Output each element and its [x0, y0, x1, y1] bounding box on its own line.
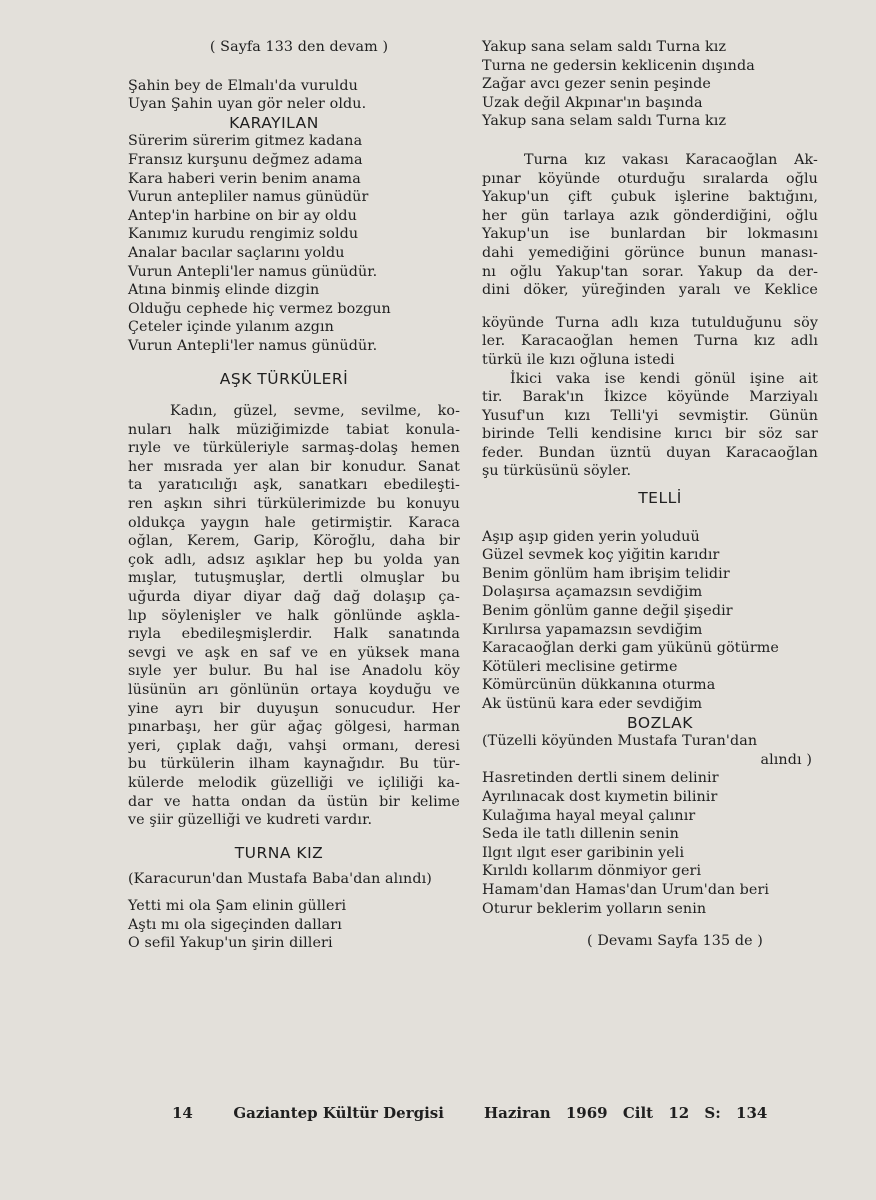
- paragraph-line: Turna kız vakası Karacaoğlan Ak-: [524, 151, 818, 168]
- poem-line: Şahin bey de Elmalı'da vuruldu: [128, 77, 358, 94]
- poem-line: Seda ile tatlı dillenin senin: [482, 826, 679, 843]
- paragraph-line: sevgi ve aşk en saf ve en yüksek mana: [128, 644, 460, 661]
- paragraph-line: dar ve hatta ondan da üstün bir kelime: [128, 793, 460, 810]
- poem-line: Benim gönlüm ganne değil şişedir: [482, 603, 733, 620]
- paragraph-line: dahi yemediğini görünce bunun manası-: [482, 244, 818, 261]
- paragraph-line: nuları halk müziğimizde tabiat konula-: [128, 421, 460, 438]
- issue-info: Haziran 1969 Cilt 12 S: 134: [484, 1104, 768, 1122]
- footer-left: [172, 1104, 444, 1122]
- poem-fragment: [128, 77, 460, 114]
- paragraph-line: rıyla ebedileşmişlerdir. Halk sanatında: [128, 626, 460, 643]
- poem-line: Benim gönlüm ham ibrişim telidir: [482, 565, 730, 582]
- poem-line: Çeteler içinde yılanım azgın: [128, 319, 334, 336]
- paragraph-line: ta yaratıcılığı aşk, sanatkarı ebedileşti-: [128, 477, 460, 494]
- poem-line: Vurun antepliler namus günüdür: [128, 189, 369, 206]
- paragraph-line: köyünde Turna adlı kıza tutulduğunu söy: [482, 314, 818, 331]
- paragraph-line: Yakup'un çift çubuk işlerine baktığını,: [482, 189, 818, 206]
- essay-paragraph: [128, 402, 460, 830]
- poem-bozlak: [482, 769, 818, 918]
- paragraph-line: yeri, çıplak dağı, vahşi ormanı, deresi: [128, 737, 460, 754]
- poem-line: Kırıldı kollarım dönmiyor geri: [482, 863, 702, 880]
- paragraph-line: bu türkülerin ilham kaynağıdır. Bu tür-: [128, 756, 460, 773]
- poem-line: Ayrılınacak dost kıymetin bilinir: [482, 788, 718, 805]
- poem-line: Ilgıt ılgıt eser garibinin yeli: [482, 844, 685, 861]
- left-column: [128, 38, 460, 953]
- paragraph-line: şu türküsünü söyler.: [482, 463, 632, 480]
- paragraph-line: birinde Telli kendisine kırıcı bir söz sar: [482, 426, 818, 443]
- page-number: 14: [172, 1104, 193, 1122]
- poem-turna-kiz: [128, 897, 460, 953]
- poem-line: Uzak değil Akpınar'ın başında: [482, 94, 703, 111]
- poem-line: Atına binmiş elinde dizgin: [128, 282, 320, 299]
- right-column: [482, 38, 818, 951]
- poem-source-continued: alındı ): [760, 751, 812, 768]
- paragraph-line: pınar köyünde oturduğu sıralarda oğlu: [482, 170, 818, 187]
- poem-line: Yakup sana selam saldı Turna kız: [482, 39, 727, 55]
- section-title-telli: TELLİ: [638, 489, 682, 508]
- paragraph-line: oğlan, Kerem, Garip, Köroğlu, daha bir: [128, 533, 460, 550]
- poem-turna-kiz-continued: [482, 38, 818, 131]
- story-paragraph: [482, 314, 818, 370]
- paragraph-line: türkü ile kızı oğluna istedi: [482, 351, 675, 368]
- paragraph-line: Yusuf'un kızı Telli'yi sevmiştir. Günün: [482, 407, 818, 424]
- poem-line: Güzel sevmek koç yiğitin karıdır: [482, 547, 720, 564]
- paragraph-line: feder. Bundan üzntü duyan Karacaoğlan: [482, 444, 818, 461]
- poem-line: Oturur beklerim yolların senin: [482, 900, 707, 917]
- paragraph-line: Kadın, güzel, sevme, sevilme, ko-: [170, 403, 460, 420]
- footer-right: [484, 1104, 767, 1122]
- paragraph-line: pınarbaşı, her gür ağaç gölgesi, harman: [128, 719, 460, 736]
- poem-line: Kulağıma hayal meyal çalınır: [482, 807, 696, 824]
- paragraph-line: sıyle yer bulur. Bu hal ise Anadolu köy: [128, 663, 460, 680]
- poem-line: O sefil Yakup'un şirin dilleri: [128, 935, 333, 952]
- poem-line: Kırılırsa yapamazsın sevdiğim: [482, 621, 703, 638]
- poem-line: Yakup sana selam saldı Turna kız: [482, 113, 727, 130]
- poem-line: Zağar avcı gezer senin peşinde: [482, 76, 711, 93]
- section-title-karayilan: KARAYILAN: [229, 113, 319, 132]
- paragraph-line: oldukça yaygın hale getirmiştir. Karaca: [128, 514, 460, 531]
- section-title-ask-turkuleri: AŞK TÜRKÜLERİ: [219, 369, 349, 388]
- poem-line: Kanımız kurudu rengimiz soldu: [128, 226, 359, 243]
- poem-line: Dolaşırsa açamazsın sevdiğim: [482, 584, 703, 601]
- paragraph-line: Yakup'un ise bunlardan bir lokmasını: [482, 226, 818, 243]
- poem-telli: [482, 528, 818, 714]
- poem-line: Vurun Antepli'ler namus günüdür.: [128, 337, 378, 354]
- poem-line: Hasretinden dertli sinem delinir: [482, 770, 719, 787]
- paragraph-line: ren aşkın sihri türkülerimizde bu konuyu: [128, 496, 460, 513]
- paragraph-line: nı oğlu Yakup'tan sorar. Yakup da der-: [482, 263, 818, 280]
- paragraph-line: külerde melodik güzelliği ve içliliği ka-: [128, 774, 460, 791]
- poem-line: Aşıp aşıp giden yerin yoluduü: [482, 528, 700, 545]
- paragraph-line: mışlar, tutuşmuşlar, dertli olmuşlar bu: [128, 570, 460, 587]
- story-paragraph: [482, 151, 818, 300]
- poem-line: Turna ne gedersin keklicenin dışında: [482, 57, 755, 74]
- poem-source: (Karacurun'dan Mustafa Baba'dan alındı): [128, 871, 432, 888]
- poem-line: Yetti mi ola Şam elinin gülleri: [128, 897, 347, 914]
- poem-line: Fransız kurşunu değmez adama: [128, 151, 363, 168]
- paragraph-line: uğurda diyar diyar dağ dağ dolaşıp ça-: [128, 589, 460, 606]
- paragraph-line: dini döker, yüreğinden yaralı ve Keklice: [482, 282, 818, 299]
- poem-line: Hamam'dan Hamas'dan Urum'dan beri: [482, 881, 770, 898]
- poem-line: Karacaoğlan derki gam yükünü götürme: [482, 640, 779, 657]
- poem-karayilan: [128, 132, 460, 355]
- poem-line: Kötüleri meclisine getirme: [482, 658, 678, 675]
- paragraph-line: her mısrada yer alan bir konudur. Sanat: [128, 458, 460, 475]
- poem-line: Olduğu cephede hiç vermez bozgun: [128, 300, 391, 317]
- paragraph-line: İkici vaka ise kendi gönül işine ait: [510, 370, 818, 387]
- poem-line: Ak üstünü kara eder sevdiğim: [482, 696, 703, 712]
- poem-line: Aştı mı ola sigeçinden dalları: [128, 916, 342, 933]
- paragraph-line: ler. Karacaoğlan hemen Turna kız adlı: [482, 333, 818, 350]
- paragraph-line: tir. Barak'ın İkizce köyünde Marziyalı: [482, 389, 818, 406]
- paragraph-line: lıp söylenişler ve halk gönlünde aşkla-: [128, 607, 460, 624]
- story-paragraph: [482, 370, 818, 482]
- paragraph-line: her gün tarlaya azık gönderdiğini, oğlu: [482, 207, 818, 224]
- continued-on-footer: ( Devamı Sayfa 135 de ): [587, 933, 763, 950]
- section-title-turna-kiz: TURNA KIZ: [234, 843, 324, 862]
- poem-line: Vurun Antepli'ler namus günüdür.: [128, 263, 378, 280]
- paragraph-line: ve şiir güzelliği ve kudreti vardır.: [128, 812, 373, 829]
- poem-line: Uyan Şahin uyan gör neler oldu.: [128, 96, 367, 113]
- poem-source: (Tüzelli köyünden Mustafa Turan'dan: [482, 733, 758, 750]
- section-title-bozlak: BOZLAK: [627, 713, 693, 732]
- poem-line: Sürerim sürerim gitmez kadana: [128, 133, 363, 150]
- poem-line: Kömürcünün dükkanına oturma: [482, 677, 716, 694]
- continued-from-header: ( Sayfa 133 den devam ): [209, 39, 389, 55]
- poem-line: Analar bacılar saçlarını yoldu: [128, 244, 345, 261]
- poem-line: Kara haberi verin benim anama: [128, 170, 361, 187]
- paragraph-line: rıyle ve türküleriyle sarmaş-dolaş hemen: [128, 440, 460, 457]
- paragraph-line: çok adlı, adsız aşıklar hep bu yolda yan: [128, 551, 460, 568]
- paragraph-line: lüsünün arı gönlünün ortaya koyduğu ve: [128, 682, 460, 698]
- magazine-name: Gaziantep Kültür Dergisi: [233, 1104, 444, 1122]
- paragraph-line: yine ayrı bir duyuşun sonucudur. Her: [128, 700, 460, 717]
- poem-line: Antep'in harbine on bir ay oldu: [128, 207, 357, 224]
